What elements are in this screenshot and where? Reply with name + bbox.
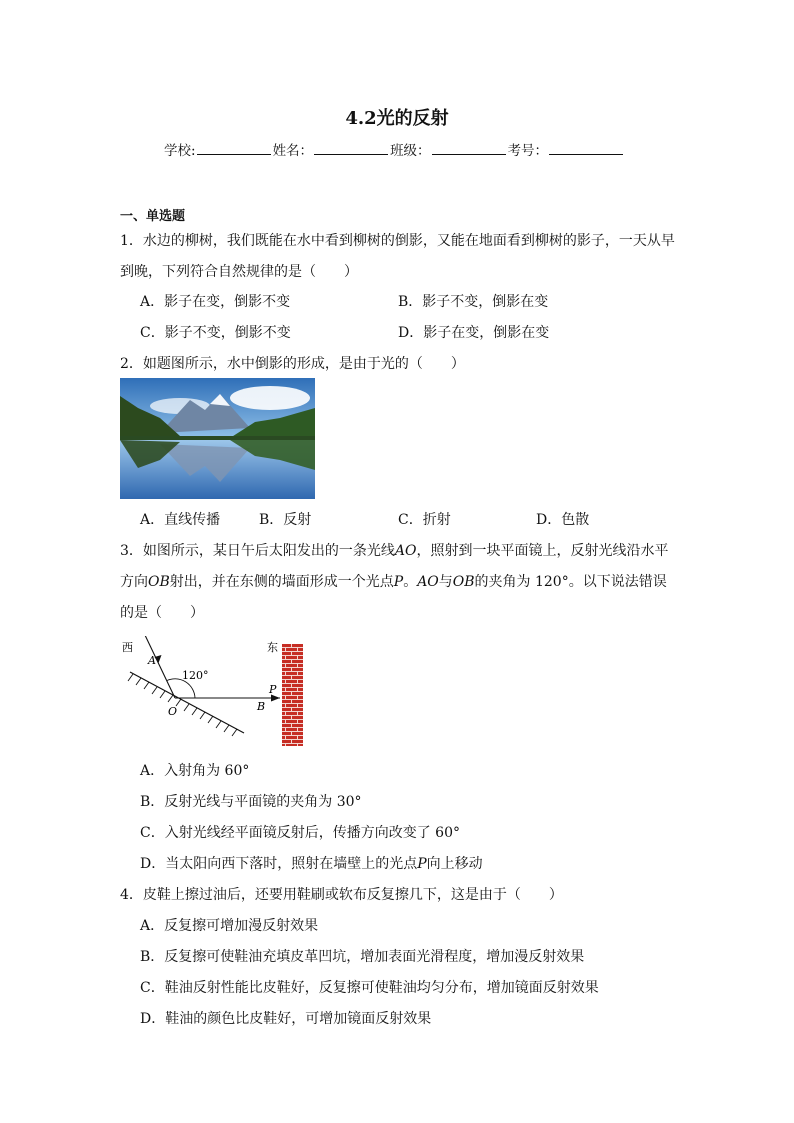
q4-option-d[interactable]: D．鞋油的颜色比皮鞋好，可增加镜面反射效果 (140, 1011, 432, 1027)
q2-option-a[interactable]: A．直线传播 (140, 512, 221, 528)
q3-var-p: P (393, 574, 404, 590)
q1-option-d[interactable]: D．影子在变，倒影在变 (398, 325, 550, 341)
lake-reflection-photo (120, 378, 315, 499)
q3-var-ao: AO (394, 543, 417, 559)
brick-wall (282, 644, 303, 746)
mirror-hatching (128, 674, 237, 736)
student-info-line (164, 139, 625, 159)
point-b-label: B (257, 700, 266, 713)
q2-option-d[interactable]: D．色散 (536, 512, 590, 528)
q3-text: 的夹角为 120°。以下说法错误 (474, 574, 667, 590)
question-3-line3: 的是（ ） (120, 605, 204, 621)
angle-label: 120° (182, 669, 209, 682)
exam-no-label: 考号： (507, 143, 549, 159)
q1-option-c[interactable]: C．影子不变，倒影不变 (140, 325, 291, 341)
q3-option-d-text: D．当太阳向西下落时，照射在墙壁上的光点 (140, 856, 418, 872)
section-title: 一、单选题 (120, 209, 186, 224)
question-1-line2: 到晚，下列符合自然规律的是（ ） (120, 264, 358, 280)
q3-text: ，照射到一块平面镜上，反射光线沿水平 (416, 543, 669, 559)
q3-text: 。 (403, 574, 418, 590)
q3-text: 射出，并在东侧的墙面形成一个光点 (169, 574, 394, 590)
incident-ray-ao (144, 636, 175, 698)
east-label: 东 (267, 641, 278, 654)
school-label: 学校: (164, 143, 196, 159)
reflection-diagram (118, 636, 303, 748)
school-blank[interactable] (197, 142, 271, 155)
q1-option-b[interactable]: B．影子不变，倒影在变 (398, 294, 549, 310)
question-4-line1: 4．皮鞋上擦过油后，还要用鞋刷或软布反复擦几下，这是由于（ ） (120, 887, 563, 903)
question-3-line1 (120, 540, 669, 560)
point-p-label: P (269, 683, 277, 696)
q3-option-b[interactable]: B．反射光线与平面镜的夹角为 30° (140, 794, 362, 810)
q3-var-ao: AO (417, 574, 439, 590)
q3-text: 与 (438, 574, 453, 590)
q3-option-d[interactable] (140, 853, 483, 873)
name-blank[interactable] (314, 142, 388, 155)
question-2-line1: 2．如题图所示，水中倒影的形成，是由于光的（ ） (120, 356, 465, 372)
q3-option-d-text: 向上移动 (426, 856, 483, 872)
q3-var-p: P (417, 856, 427, 872)
class-label: 班级： (390, 143, 431, 159)
q3-text: 3．如图所示，某日午后太阳发出的一条光线 (120, 543, 395, 559)
question-1-line1: 1．水边的柳树，我们既能在水中看到柳树的倒影，又能在地面看到柳树的影子，一天从早 (120, 233, 675, 249)
name-label: 姓名： (272, 143, 314, 159)
q3-var-ob: OB (452, 574, 475, 590)
q4-option-a[interactable]: A．反复擦可增加漫反射效果 (140, 918, 319, 934)
q4-option-c[interactable]: C．鞋油反射性能比皮鞋好，反复擦可使鞋油均匀分布，增加镜面反射效果 (140, 980, 599, 996)
q2-option-c[interactable]: C．折射 (398, 512, 451, 528)
q3-var-ob: OB (148, 574, 170, 590)
class-blank[interactable] (432, 142, 506, 155)
exam-no-blank[interactable] (549, 142, 623, 155)
q3-option-c[interactable]: C．入射光线经平面镜反射后，传播方向改变了 60° (140, 825, 460, 841)
question-3-line2 (120, 571, 667, 591)
west-label: 西 (122, 641, 133, 654)
point-a-label: A (148, 654, 156, 667)
q2-option-b[interactable]: B．反射 (259, 512, 312, 528)
q3-option-a[interactable]: A．入射角为 60° (140, 763, 250, 779)
q4-option-b[interactable]: B．反复擦可使鞋油充填皮革凹坑，增加表面光滑程度，增加漫反射效果 (140, 949, 585, 965)
q1-option-a[interactable]: A．影子在变，倒影不变 (140, 294, 291, 310)
point-o-label: O (168, 705, 178, 718)
q3-text: 方向 (120, 574, 148, 590)
page-title: 4.2光的反射 (345, 108, 449, 129)
